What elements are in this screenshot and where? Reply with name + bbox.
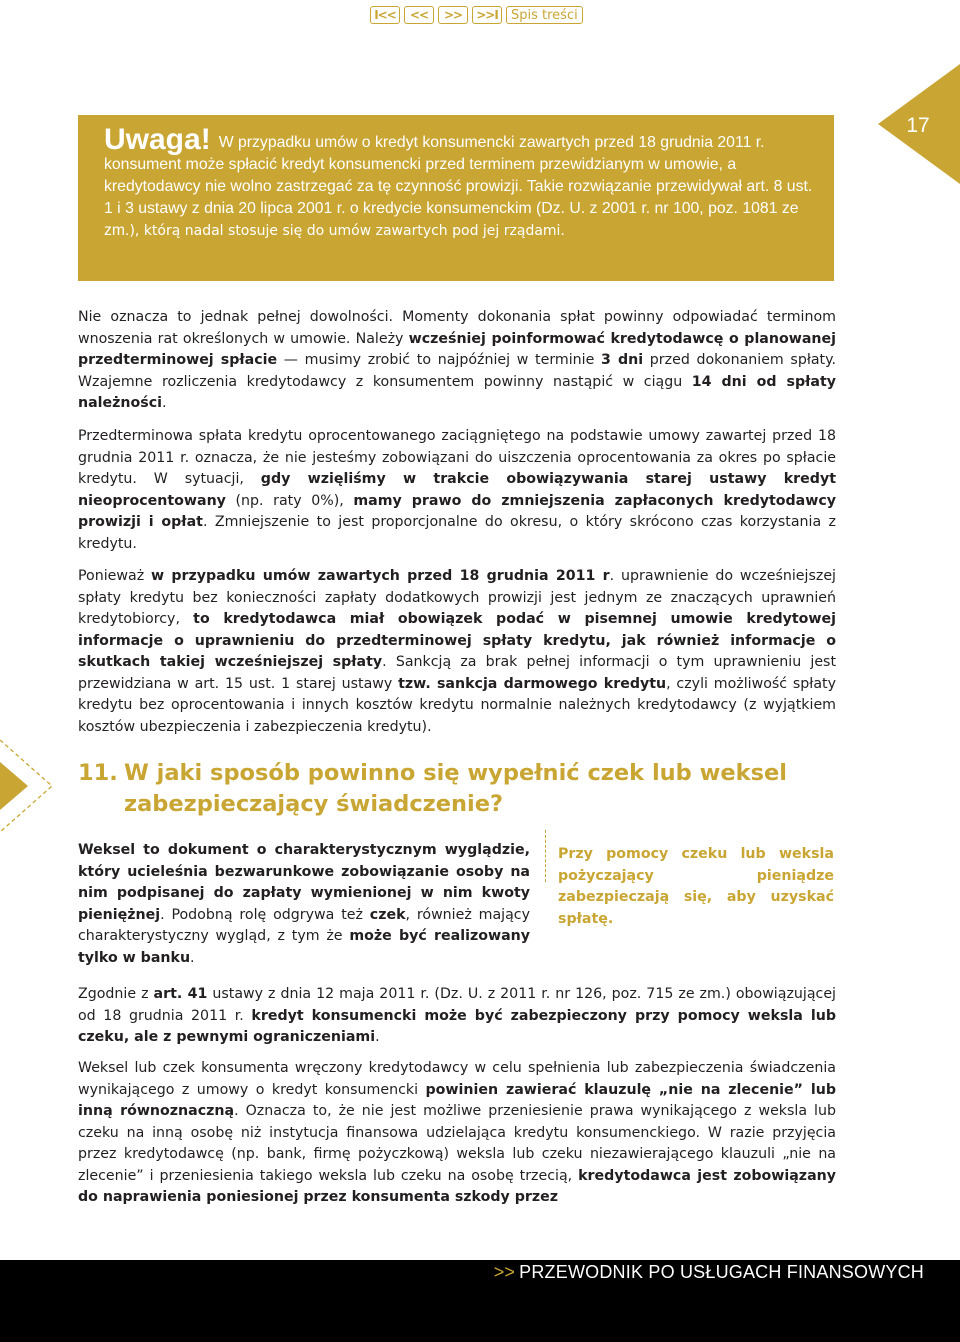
section-number: 11.: [78, 760, 118, 786]
paragraph-4: [78, 984, 836, 1049]
sidebar-note: Przy pomocy czeku lub weksla pożyczający pieniądze zabezpieczają się, aby uzyskać spłatę.: [558, 846, 834, 927]
page-navigation: [370, 6, 583, 24]
text: .: [190, 949, 195, 966]
text: Nie oznacza to jednak pełnej dowolności. Momenty dokonania spłat powinny odpowiadać terminom wnoszenia rat określonych w umowie. Należy: [78, 309, 836, 347]
bold-text: 14 dni od spłaty należności: [78, 373, 836, 411]
footer-label: PRZEWODNIK PO USŁUGACH FINANSOWYCH: [519, 1262, 924, 1282]
text: , również mający charakterystyczny wygląd, z tym że: [78, 906, 530, 944]
text: ustawy z dnia 12 maja 2011 r. (Dz. U. z 2011 r. nr 126, poz. 715 ze zm.) obowiązującej od 18 grudnia 2011 r.: [78, 986, 836, 1024]
bold-text: art. 41: [153, 986, 208, 1002]
text: Ponieważ: [78, 568, 151, 584]
bold-text: gdy wzięliśmy w trakcie obowiązywania starej ustawy kredyt nieoprocentowany: [78, 471, 836, 509]
text: .: [375, 1029, 380, 1045]
bold-text: to kredytodawca miał obowiązek podać w pisemnej umowie kredytowej informacje o uprawnieniu do przedterminowej spłaty kredytu, jak również informacje o skutkach takiej wcześniejszej spłaty: [78, 611, 836, 670]
bold-text: powinien zawierać klauzulę „nie na zlecenie” lub inną równoznaczną: [78, 1081, 836, 1119]
table-of-contents-button[interactable]: Spis treści: [506, 6, 583, 24]
text: przed dokonaniem spłaty. Wzajemne rozliczenia kredytodawcy z konsumentem powinny nastąpić w ciągu: [78, 352, 836, 390]
first-page-button[interactable]: I<<: [370, 6, 400, 24]
warning-text: W przypadku umów o kredyt konsumencki zawartych przed 18 grudnia 2011 r. konsument może spłacić kredyt konsumencki przed terminem przewidzianym w umowie, a kredytodawcy nie wolno zastrzegać za tę czynność prowizji. Takie rozwiązanie przewidywał art. 8 ust. 1 i 3 ustawy z dnia 20 lipca 2001 r. o kredycie konsumenckim (Dz. U. z 2001 r. nr 100, poz. 1081 ze zm.: [104, 134, 813, 239]
bold-text: Weksel to dokument o charakterystycznym wyglądzie, który ucieleśnia bezwarunkowe zobowiązanie osoby na nim podpisanej do zapłaty wymienionej w nim kwoty pieniężnej: [78, 842, 530, 923]
section-heading: [78, 758, 858, 820]
previous-page-button[interactable]: <<: [404, 6, 434, 24]
text: Przedterminowa spłata kredytu oprocentowanego zaciągniętego na podstawie umowy zawartej przed 18 grudnia 2011 r. oznacza, że nie jesteśmy zobowiązani do uiszczenia oprocentowania za okres po spłacie kredytu. W sytuacji,: [78, 428, 836, 487]
warning-box: [78, 115, 834, 281]
bold-text: 3 dni: [601, 352, 644, 368]
footer-title: [494, 1262, 924, 1283]
section-title-line-2: zabezpieczający świadczenie?: [124, 791, 504, 817]
paragraph-5: [78, 1058, 836, 1209]
footer-arrow-icon: >>: [493, 1262, 516, 1282]
bold-text: może być realizowany tylko w banku: [78, 928, 530, 966]
last-page-button[interactable]: >>I: [472, 6, 502, 24]
text: .: [161, 395, 167, 411]
definition-paragraph: [78, 840, 530, 969]
warning-text-end: ), którą nadal stosuje się do umów zawartych pod jej rządami.: [129, 223, 565, 239]
text: . uprawnienie do wcześniejszej spłaty kredytu bez konieczności zapłaty dodatkowych prowizji jest jednym ze znaczących uprawnień kredytobiorcy,: [78, 568, 836, 627]
bold-text: kredytodawca jest zobowiązany do naprawienia poniesionej przez konsumenta szkody przez: [78, 1167, 836, 1205]
next-page-button[interactable]: >>: [438, 6, 468, 24]
section-title-line-1: W jaki sposób powinno się wypełnić czek lub weksel: [124, 760, 787, 786]
bold-text: w przypadku umów zawartych przed 18 grudnia 2011 r: [151, 568, 610, 584]
text: , czyli możliwość spłaty kredytu bez oprocentowania i innych kosztów kredytu normalnie należnych kredytodawcy (z wyjątkiem kosztów ubezpieczenia i zabezpieczenia kredytu).: [78, 675, 836, 735]
bold-text: czek: [369, 906, 406, 923]
bold-text: kredyt konsumencki może być zabezpieczony przy pomocy weksla lub czeku, ale z pewnymi ograniczeniami: [78, 1007, 836, 1045]
section-arrow-icon: [0, 736, 56, 836]
page-number: 17: [906, 114, 930, 137]
text: . Zmniejszenie to jest proporcjonalne do okresu, o który skrócono czas korzystania z kredytu.: [78, 514, 837, 552]
text: . Podobną rolę odgrywa też: [160, 906, 370, 923]
bold-text: mamy prawo do zmniejszenia zapłaconych kredytodawcy prowizji i opłat: [78, 492, 836, 530]
text: Zgodnie z: [78, 986, 154, 1002]
text: — musimy zrobić to najpóźniej w terminie: [277, 352, 602, 368]
bold-text: wcześniej poinformować kredytodawcę o planowanej przedterminowej spłacie: [78, 330, 836, 368]
warning-title: Uwaga!: [104, 123, 211, 156]
text: . Oznacza to, że nie jest możliwe przeniesienie prawa wynikającego z weksla lub czeku na inną osobę niż instytucja finansowa udzielająca kredytu konsumenckiego. W razie przyjęcia przez kredytodawcę (np. bank, firmę pożyczkową) weksla lub czeku niezawierającego klauzuli „nie na zlecenie” i przeniesienia takiego weksla lub czeku na osobę trzecią,: [78, 1103, 836, 1184]
text: Weksel lub czek konsumenta wręczony kredytodawcy w celu spełnienia lub zabezpieczenia świadczenia wynikającego z umowy o kredyt konsumencki: [78, 1060, 836, 1098]
text: (np. raty 0%),: [225, 492, 354, 509]
paragraph-3: [78, 566, 836, 738]
paragraph-1: [78, 307, 836, 415]
text: . Sankcją za brak pełnej informacji o tym uprawnieniu jest przewidziana w art. 15 ust. 1 starej ustawy: [78, 654, 837, 692]
bold-text: tzw. sankcja darmowego kredytu: [398, 675, 667, 692]
column-divider: [545, 830, 546, 882]
paragraph-2: [78, 426, 836, 555]
